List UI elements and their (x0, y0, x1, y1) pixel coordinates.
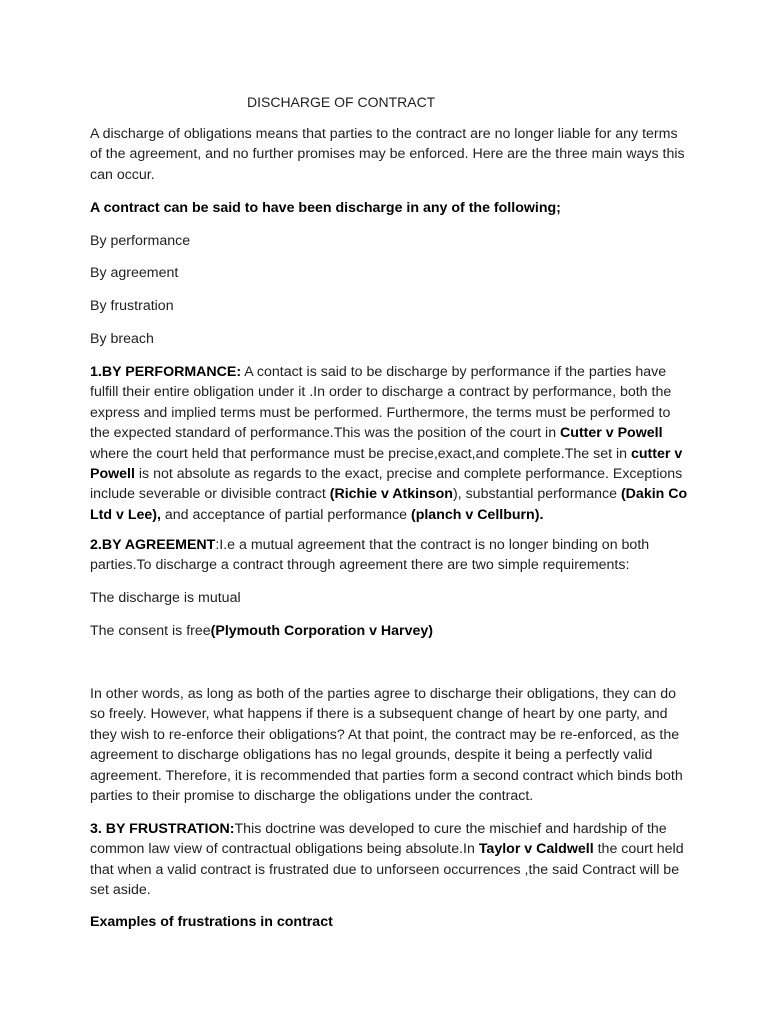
agreement-requirement-2 (90, 621, 690, 641)
way-agreement: By agreement (90, 265, 179, 281)
case-cutter-v-powell: Cutter v Powell (560, 425, 663, 442)
frustration-text-2: the court held that when a valid contract is frustrated due to unforseen occurrences ,the said Contract will be set aside. (90, 841, 684, 899)
case-dakin-v-lee: (Dakin Co Ltd v Lee), (90, 486, 688, 523)
performance-text-3: is not absolute as regards to the exact, precise and complete performance. Exceptions include severable or divisible contract (90, 466, 683, 503)
agreement-paragraph (90, 535, 690, 576)
performance-text-5: and acceptance of partial performance (160, 506, 411, 523)
agreement-heading: 2.BY AGREEMENT (90, 537, 216, 553)
intro-paragraph: A discharge of obligations means that parties to the contract are no longer liable for any terms of the agreement, and no further promises may be enforced. Here are the three main ways this can occur. (90, 126, 685, 183)
case-cutter-v-powell-2: cutter v Powell (90, 445, 683, 483)
agreement-text-1: :I.e a mutual agreement that the contract is no longer binding on both parties.To discharge a contract through agreement there are two simple requirements: (90, 537, 650, 574)
case-plymouth-v-harvey: (Plymouth Corporation v Harvey) (210, 623, 433, 639)
document-title: DISCHARGE OF CONTRACT (247, 94, 436, 110)
performance-text-1: A contact is said to be discharge by performance if the parties have fulfill their entire obligation under it .In order to discharge a contract by performance, both the express and implied terms must be performed. Furthermore, the terms must be performed to the expected standard of performance.This was the position of the court in (90, 364, 672, 442)
case-planch-v-cellburn: (planch v Cellburn). (410, 506, 544, 523)
frustration-examples-heading: Examples of frustrations in contract (90, 914, 333, 930)
way-frustration: By frustration (90, 298, 174, 314)
frustration-text-1: This doctrine was developed to cure the mischief and hardship of the common law view of contractual obligations being absolute.In (90, 821, 667, 858)
way-performance: By performance (90, 233, 191, 249)
list-heading: A contract can be said to have been discharge in any of the following; (90, 200, 561, 216)
requirement-2-text: The consent is free (90, 623, 211, 639)
performance-text-4: ), substantial performance (452, 486, 621, 503)
case-richie-v-atkinson: (Richie v Atkinson (329, 486, 453, 503)
agreement-explanation-paragraph: In other words, as long as both of the parties agree to discharge their obligations, they can do so freely. However, what happens if there is a subsequent change of heart by one party, and they wish to re-enforce their obligations? At that point, the contract may be re-enforced, as the agreement to discharge obligations has no legal grounds, despite it being a perfectly valid agreement. Therefore, it is recommended that parties form a second contract which binds both parties to their promise to discharge the obligations under the contract. (90, 686, 683, 805)
agreement-requirement-1: The discharge is mutual (90, 590, 241, 606)
performance-paragraph (90, 362, 690, 525)
performance-heading: 1.BY PERFORMANCE: (90, 364, 242, 380)
frustration-heading: 3. BY FRUSTRATION: (90, 821, 235, 837)
case-taylor-v-caldwell: Taylor v Caldwell (478, 841, 594, 858)
performance-text-2: where the court held that performance must be precise,exact,and complete.The set in (90, 445, 631, 462)
way-breach: By breach (90, 331, 154, 347)
frustration-paragraph (90, 819, 690, 901)
